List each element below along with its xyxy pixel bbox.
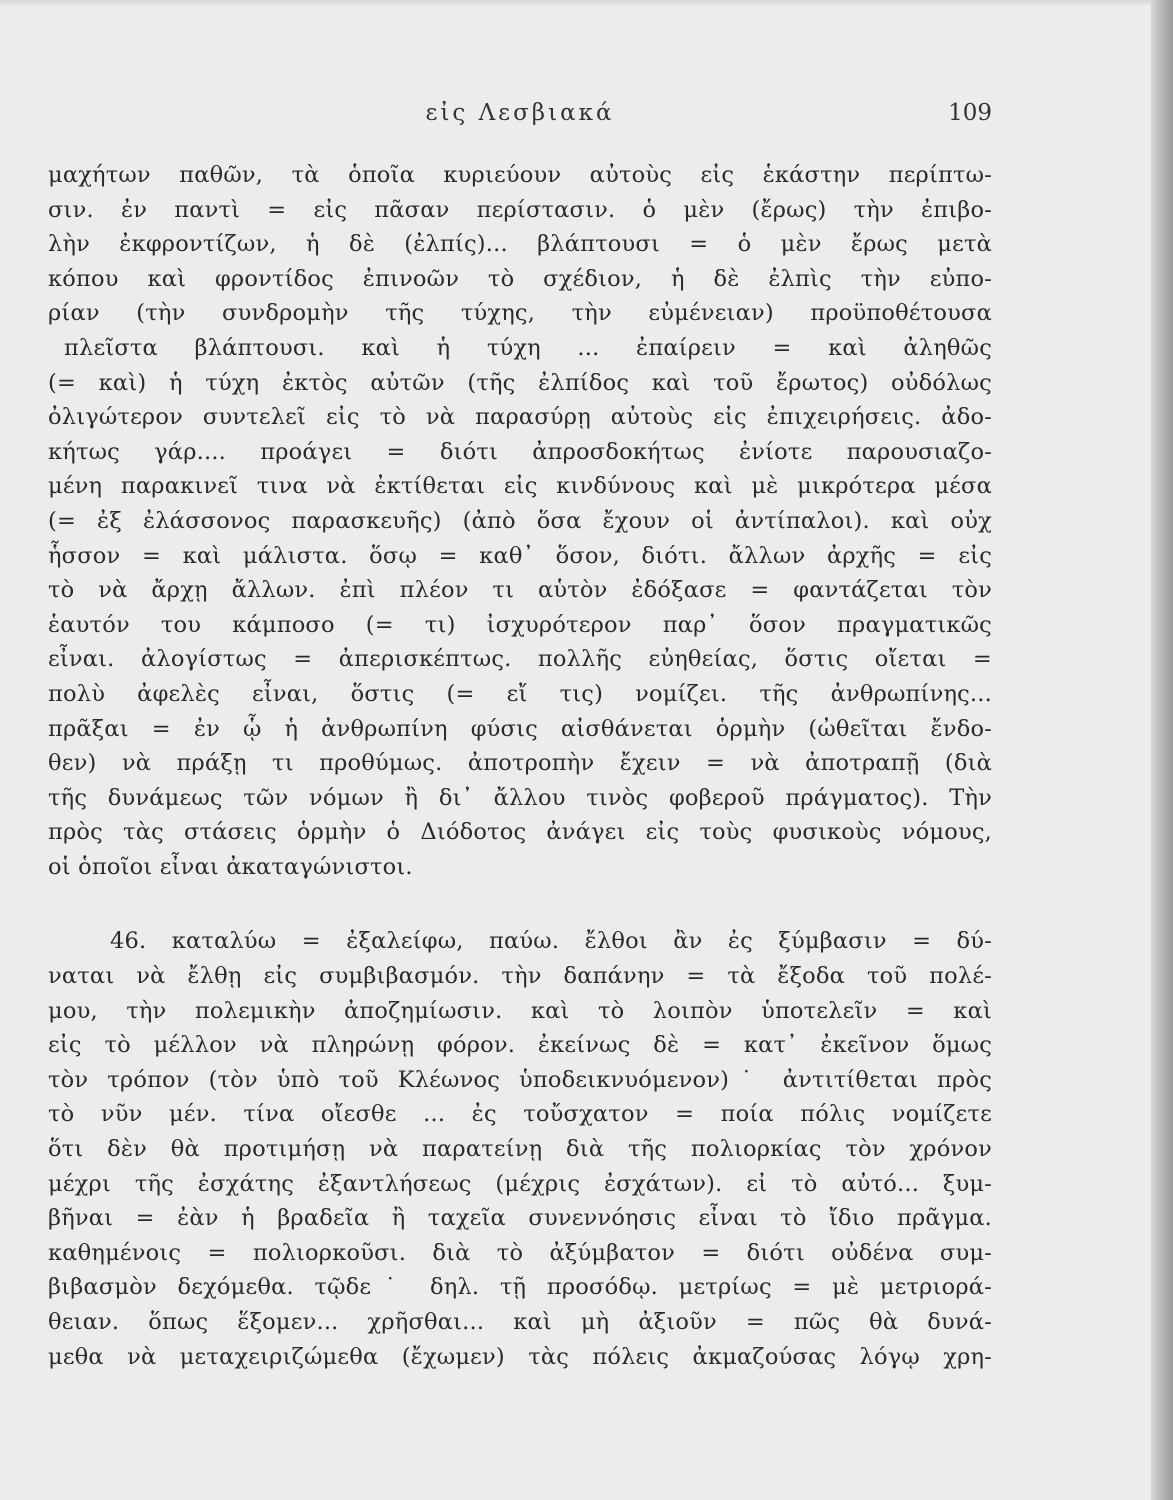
text-line: πρᾶξαι = ἐν ᾧ ἡ ἀνθρωπίνη φύσις αἰσθάνεται ὁρμὴν (ὠθεῖται ἔνδο- — [48, 715, 992, 742]
text-line: μένη παρακινεῖ τινα νὰ ἐκτίθεται εἰς κινδύνους καὶ μὲ μικρότερα μέσα — [48, 473, 992, 500]
text-line: ναται νὰ ἔλθῃ εἰς συμβιβασμόν. τὴν δαπάνην = τὰ ἔξοδα τοῦ πολέ- — [48, 963, 992, 990]
running-head-title: εἰς Λεσβιακά — [425, 100, 615, 126]
text-line: πολὺ ἀφελὲς εἶναι, ὅστις (= εἴ τις) νομίζει. τῆς ἀνθρωπίνης... — [48, 680, 992, 707]
text-line: μέχρι τῆς ἐσχάτης ἐξαντλήσεως (μέχρις ἐσχάτων). εἰ τὸ αὐτό... ξυμ- — [48, 1170, 992, 1197]
text-line: καθημένοις = πολιορκοῦσι. διὰ τὸ ἀξύμβατον = διότι οὐδένα συμ- — [48, 1239, 992, 1266]
text-line: θεν) νὰ πράξῃ τι προθύμως. ἀποτροπὴν ἔχειν = νὰ ἀποτραπῇ (διὰ — [48, 750, 992, 777]
body-text — [48, 158, 992, 1374]
text-line: βῆναι = ἐὰν ἡ βραδεῖα ἢ ταχεῖα συνεννόησις εἶναι τὸ ἴδιο πρᾶγμα. — [48, 1205, 992, 1232]
text-line: ὅτι δὲν θὰ προτιμήσῃ νὰ παρατείνῃ διὰ τῆς πολιορκίας τὸν χρόνον — [48, 1136, 992, 1163]
page-number: 109 — [948, 100, 992, 126]
text-line: 46. καταλύω = ἐξαλείφω, παύω. ἔλθοι ἂν ἐς ξύμβασιν = δύ- — [110, 928, 992, 955]
text-line: ρίαν (τὴν συνδρομὴν τῆς τύχης, τὴν εὐμένειαν) προϋποθέτουσα — [48, 300, 992, 327]
text-line: τὸν τρόπον (τὸν ὑπὸ τοῦ Κλέωνος ὑποδεικνυόμενον)˙ ἀντιτίθεται πρὸς — [48, 1066, 992, 1093]
text-line: εἶναι. ἀλογίστως = ἀπερισκέπτως. πολλῆς εὐηθείας, ὅστις οἴεται = — [48, 646, 992, 673]
text-line: σιν. ἐν παντὶ = εἰς πᾶσαν περίστασιν. ὁ μὲν (ἔρως) τὴν ἐπιβο- — [48, 196, 992, 223]
text-line: βιβασμὸν δεχόμεθα. τῷδε˙ δηλ. τῇ προσόδῳ. μετρίως = μὲ μετριορά- — [48, 1274, 992, 1301]
text-line: μεθα νὰ μεταχειριζώμεθα (ἔχωμεν) τὰς πόλεις ἀκμαζούσας λόγῳ χρη- — [48, 1343, 992, 1370]
text-line: μου, τὴν πολεμικὴν ἀποζημίωσιν. καὶ τὸ λοιπὸν ὑποτελεῖν = καὶ — [48, 997, 992, 1024]
text-line: οἱ ὁποῖοι εἶναι ἀκαταγώνιστοι. — [48, 853, 413, 880]
text-line: εἰς τὸ μέλλον νὰ πληρώνῃ φόρον. ἐκείνως δὲ = κατ᾽ ἐκεῖνον ὅμως — [48, 1032, 992, 1059]
page-top-shadow — [0, 0, 1151, 6]
text-line: κόπου καὶ φροντίδος ἐπινοῶν τὸ σχέδιον, ἡ δὲ ἐλπὶς τὴν εὐπο- — [48, 265, 992, 292]
text-line: λὴν ἐκφροντίζων, ἡ δὲ (ἐλπίς)... βλάπτουσι = ὁ μὲν ἔρως μετὰ — [48, 231, 992, 258]
text-line: τὸ νὰ ἄρχῃ ἄλλων. ἐπὶ πλέον τι αὑτὸν ἐδόξασε = φαντάζεται τὸν — [48, 577, 992, 604]
text-line: κήτως γάρ.... προάγει = διότι ἀπροσδοκήτως ἐνίοτε παρουσιαζο- — [48, 438, 992, 465]
text-line: τὸ νῦν μέν. τίνα οἴεσθε ... ἐς τοὔσχατον = ποία πόλις νομίζετε — [48, 1101, 992, 1128]
text-line: μαχήτων παθῶν, τὰ ὁποῖα κυριεύουν αὐτοὺς εἰς ἑκάστην περίπτω- — [48, 162, 992, 188]
text-line: τῆς δυνάμεως τῶν νόμων ἢ δι᾽ ἄλλου τινὸς φοβεροῦ πράγματος). Τὴν — [48, 784, 992, 811]
text-line: θειαν. ὅπως ἕξομεν... χρῆσθαι... καὶ μὴ ἀξιοῦν = πῶς θὰ δυνά- — [48, 1309, 992, 1335]
text-line: πλεῖστα βλάπτουσι. καὶ ἡ τύχη ... ἐπαίρειν = καὶ ἀληθῶς — [64, 334, 992, 361]
text-line: (= ἐξ ἐλάσσονος παρασκευῆς) (ἀπὸ ὅσα ἔχουν οἱ ἀντίπαλοι). καὶ οὐχ — [48, 507, 992, 534]
text-line: ἑαυτόν του κάμποσο (= τι) ἰσχυρότερον παρ᾽ ὅσον πραγματικῶς — [48, 611, 992, 638]
text-line: ὀλιγώτερον συντελεῖ εἰς τὸ νὰ παρασύρῃ αὐτοὺς εἰς ἐπιχειρήσεις. ἀδο- — [48, 404, 992, 431]
paragraph-gap — [48, 884, 992, 924]
running-head — [48, 100, 992, 136]
text-line: ἧσσον = καὶ μάλιστα. ὅσῳ = καθ᾽ ὅσον, διότι. ἄλλων ἀρχῆς = εἰς — [48, 542, 992, 569]
text-line: (= καὶ) ἡ τύχη ἐκτὸς αὐτῶν (τῆς ἐλπίδος καὶ τοῦ ἔρωτος) οὐδόλως — [48, 369, 992, 396]
text-line: πρὸς τὰς στάσεις ὁρμὴν ὁ Διόδοτος ἀνάγει εἰς τοὺς φυσικοὺς νόμους, — [48, 819, 992, 846]
page-edge — [1151, 0, 1173, 1500]
